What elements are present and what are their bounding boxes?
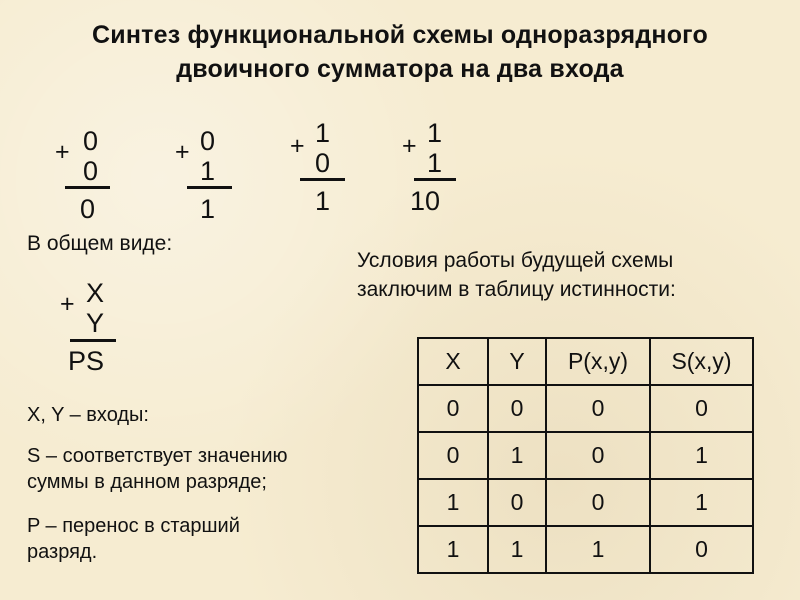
plus-sign: + xyxy=(402,132,417,160)
cell-y: 1 xyxy=(488,526,546,573)
title-line-2: двоичного сумматора на два входа xyxy=(176,55,624,83)
general-form-addition xyxy=(60,278,140,378)
addend-a: 1 xyxy=(427,118,443,148)
cell-y: 1 xyxy=(488,432,546,479)
notes xyxy=(27,402,149,428)
note-p xyxy=(27,513,240,565)
cell-s: 0 xyxy=(650,385,753,432)
example-1-plus-1 xyxy=(402,118,472,218)
result-ps: PS xyxy=(68,346,105,376)
cell-s: 1 xyxy=(650,432,753,479)
sum-line xyxy=(65,186,110,189)
table-row xyxy=(418,526,753,573)
note-s-line-2: суммы в данном разряде; xyxy=(27,471,267,493)
addend-b: 1 xyxy=(200,156,216,186)
cell-y: 0 xyxy=(488,385,546,432)
truth-table xyxy=(417,337,754,574)
sum-result: 1 xyxy=(315,186,331,216)
cell-s: 0 xyxy=(650,526,753,573)
general-form-label: В общем виде: xyxy=(27,232,173,255)
table-row xyxy=(418,432,753,479)
plus-sign: + xyxy=(55,138,70,166)
cell-p: 0 xyxy=(546,385,650,432)
addend-b: 1 xyxy=(427,148,443,178)
conditions-line-1: Условия работы будущей схемы xyxy=(357,249,674,272)
title-line-1: Синтез функциональной схемы одноразрядного xyxy=(92,21,708,49)
cell-p: 0 xyxy=(546,479,650,526)
addend-b: 0 xyxy=(315,148,331,178)
sum-result: 1 xyxy=(200,194,216,224)
sum-line xyxy=(414,178,456,181)
cell-p: 0 xyxy=(546,432,650,479)
addend-b: 0 xyxy=(83,156,99,186)
sum-line xyxy=(300,178,345,181)
variable-y: Y xyxy=(86,308,105,338)
header-s: S(x,y) xyxy=(650,338,753,385)
note-p-line-2: разряд. xyxy=(27,541,98,563)
note-p-line-1: P – перенос в старший xyxy=(27,515,240,537)
note-inputs: X, Y – входы: xyxy=(27,404,149,426)
cell-x: 0 xyxy=(418,432,488,479)
note-s-line-1: S – соответствует значению xyxy=(27,445,288,467)
example-0-plus-1 xyxy=(175,128,245,223)
header-y: Y xyxy=(488,338,546,385)
truth-table-header-row xyxy=(418,338,753,385)
plus-sign: + xyxy=(290,132,305,160)
plus-sign: + xyxy=(60,290,75,318)
variable-x: X xyxy=(86,278,105,308)
cell-p: 1 xyxy=(546,526,650,573)
conditions-text xyxy=(357,246,676,304)
conditions-line-2: заключим в таблицу истинности: xyxy=(357,278,676,301)
cell-s: 1 xyxy=(650,479,753,526)
cell-y: 0 xyxy=(488,479,546,526)
sum-result: 10 xyxy=(410,186,441,216)
example-1-plus-0 xyxy=(290,118,360,218)
table-row xyxy=(418,479,753,526)
addend-a: 0 xyxy=(83,126,99,156)
note-s xyxy=(27,443,288,495)
table-row xyxy=(418,385,753,432)
example-0-plus-0 xyxy=(55,128,125,223)
plus-sign: + xyxy=(175,138,190,166)
sum-line xyxy=(187,186,232,189)
header-x: X xyxy=(418,338,488,385)
addend-a: 0 xyxy=(200,126,216,156)
cell-x: 0 xyxy=(418,385,488,432)
sum-result: 0 xyxy=(80,194,96,224)
sum-line xyxy=(70,339,116,342)
addend-a: 1 xyxy=(315,118,331,148)
cell-x: 1 xyxy=(418,526,488,573)
cell-x: 1 xyxy=(418,479,488,526)
header-p: P(x,y) xyxy=(546,338,650,385)
slide-title xyxy=(0,18,800,86)
